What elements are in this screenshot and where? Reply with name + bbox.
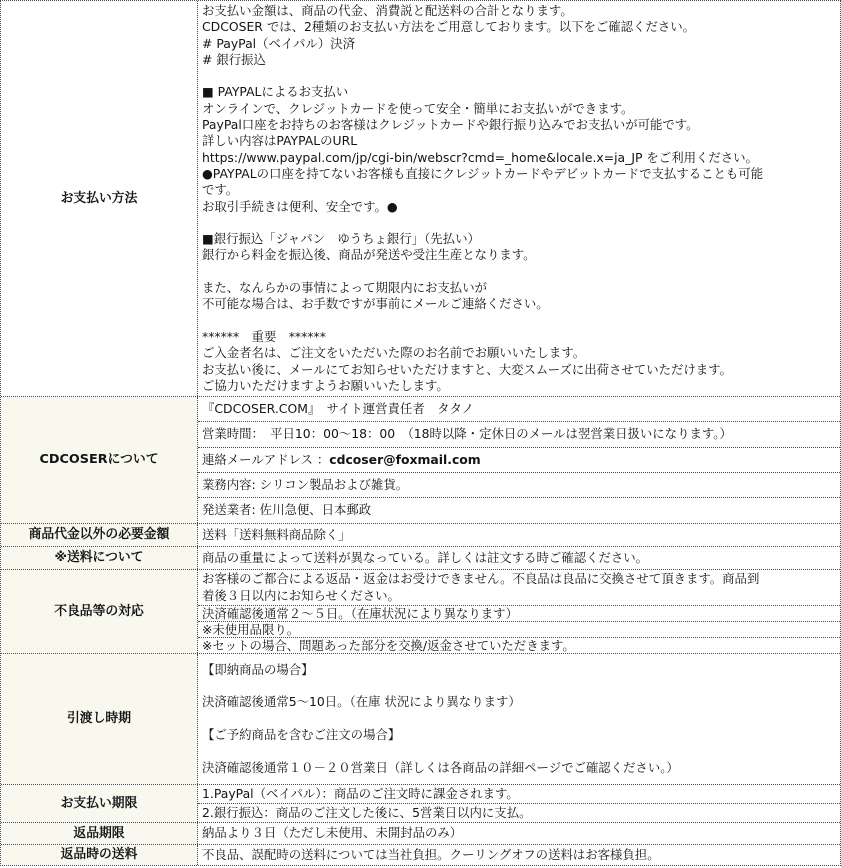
text-part: 連絡メールアドレス ： xyxy=(202,451,330,467)
section-content-defect-handling xyxy=(198,570,840,653)
section-content-payment-method xyxy=(198,1,840,396)
text-line: ●PAYPALの口座を持てないお客様も直接にクレジットカードやデビットカードで支払することも可能 xyxy=(202,165,764,181)
content-row xyxy=(198,638,840,653)
text-line: 銀行から料金を振込後、商品が発送や受注生産となります。 xyxy=(202,247,536,263)
text-line: です。 xyxy=(202,182,239,198)
text-line: 【ご予約商品を含むご注文の場合】 xyxy=(202,726,401,742)
section-header-about-cdcoser: CDCOSERについて xyxy=(1,397,198,522)
content-row xyxy=(198,422,840,447)
section-header-shipping-note: ※送料について xyxy=(1,547,198,569)
text-line: 納品より３日（ただし未使用、未開封品のみ） xyxy=(202,825,463,841)
section-content-extra-charges xyxy=(198,524,840,546)
section-content-return-shipping xyxy=(198,845,840,865)
section-header-payment-deadline: お支払い期限 xyxy=(1,785,198,823)
content-row xyxy=(198,570,840,606)
section-header-return-deadline: 返品期限 xyxy=(1,823,198,843)
content-row xyxy=(198,654,840,784)
content-row xyxy=(198,448,840,473)
content-row xyxy=(198,397,840,422)
text-line: 不可能な場合は、お手数ですが事前にメールご連絡ください。 xyxy=(202,296,549,312)
text-line: CDCOSER では、2種類のお支払い方法をご用意しております。以下をご確認ください。 xyxy=(202,19,696,35)
text-line: ご入金者名は、ご注文をいただいた際のお名前でお願いいたします。 xyxy=(202,345,586,361)
contact-email: cdcoser@foxmail.com xyxy=(329,451,481,467)
text-line: 詳しい内容はPAYPALのURL xyxy=(202,133,358,149)
content-row xyxy=(198,524,840,546)
text-line: お客様のご都合による返品・返金はお受けできません。不良品は良品に交換させて頂きます。商品到 xyxy=(202,571,760,587)
section-header-delivery-time: 引渡し時期 xyxy=(1,654,198,784)
content-row xyxy=(198,1,840,396)
section-content-delivery-time xyxy=(198,654,840,784)
text-line: 【即納商品の場合】 xyxy=(202,661,314,677)
content-row xyxy=(198,785,840,804)
text-line: お支払い後に、メールにてお知らせいただけますと、大変スムーズに出荷させていただけます。 xyxy=(202,361,732,377)
section-content-payment-deadline xyxy=(198,785,840,823)
text-line: # PayPal（ベイパル）決済 xyxy=(202,35,355,51)
content-row xyxy=(198,606,840,622)
text-line: 決済確認後通常１０－２０営業日（詳しくは各商品の詳細ページでご確認ください。） xyxy=(202,759,679,775)
text-line: お取引手続きは便利、安全です。● xyxy=(202,198,398,214)
section-defect-handling xyxy=(1,570,840,654)
section-header-payment-method: お支払い方法 xyxy=(1,1,198,396)
content-row xyxy=(198,498,840,522)
text-line: 発送業者: 佐川急便、日本郵政 xyxy=(202,502,372,518)
text-line xyxy=(202,452,836,468)
text-line: ※未使用品限り。 xyxy=(202,621,300,637)
text-line xyxy=(202,68,836,84)
text-line xyxy=(202,743,836,759)
section-header-return-shipping: 返品時の送料 xyxy=(1,845,198,865)
text-line xyxy=(202,264,836,280)
section-content-return-deadline xyxy=(198,823,840,843)
text-line: また、なんらかの事情によって期限内にお支払いが xyxy=(202,280,487,296)
section-payment-method xyxy=(1,1,840,397)
section-about-cdcoser xyxy=(1,397,840,523)
section-header-extra-charges: 商品代金以外の必要金額 xyxy=(1,524,198,546)
content-row xyxy=(198,622,840,638)
text-line: 決済確認後通常２～５日。（在庫状況により異なります） xyxy=(202,605,518,621)
text-line xyxy=(202,678,836,694)
text-line: ご協力いただけますようお願いいたします。 xyxy=(202,377,449,393)
text-line xyxy=(202,313,836,329)
text-line: 着後３日以内にお知らせください。 xyxy=(202,587,400,603)
text-line: 『CDCOSER.COM』 サイト運営責任者 タタノ xyxy=(202,401,474,417)
text-line: 送料「送料無料商品除く」 xyxy=(202,526,351,542)
content-row xyxy=(198,547,840,569)
text-line: # 銀行振込 xyxy=(202,51,266,67)
text-line: PayPal口座をお持ちのお客様はクレジットカードや銀行振り込みでお支払いが可能です。 xyxy=(202,117,699,133)
text-line: 営業時間： 平日10：00～18：00 （18時以降・定休日のメールは翌営業日扱いになります。） xyxy=(202,426,732,442)
text-line: ■ PAYPALによるお支払い xyxy=(202,84,349,100)
section-delivery-time xyxy=(1,654,840,785)
section-return-shipping xyxy=(1,845,840,865)
content-row xyxy=(198,845,840,865)
section-shipping-note xyxy=(1,547,840,570)
content-row xyxy=(198,804,840,822)
text-line: お支払い金額は、商品の代金、消費説と配送料の合計となります。 xyxy=(202,3,573,18)
text-line xyxy=(202,711,836,727)
section-payment-deadline xyxy=(1,785,840,824)
text-line: 不良品、誤配時の送料については当社負担。クーリングオフの送料はお客様負担。 xyxy=(202,846,660,862)
text-line: 2.銀行振込：商品のご注文した後に、5営業日以内に支払。 xyxy=(202,805,532,821)
text-line: 1.PayPal（ベイパル）：商品のご注文時に課金されます。 xyxy=(202,785,519,801)
content-row xyxy=(198,473,840,498)
text-line: オンラインで、クレジットカードを使って安全・簡単にお支払いができます。 xyxy=(202,100,634,116)
text-line: 業務内容: シリコン製品および雑貨。 xyxy=(202,477,409,493)
text-line: ****** 重要 ****** xyxy=(202,328,326,344)
text-line xyxy=(202,215,836,231)
section-content-shipping-note xyxy=(198,547,840,569)
section-return-deadline xyxy=(1,823,840,844)
section-extra-charges xyxy=(1,524,840,547)
text-line: https://www.paypal.com/jp/cgi-bin/webscr?cmd=_home&locale.x=ja_JP をご利用ください。 xyxy=(202,149,758,165)
content-row xyxy=(198,823,840,843)
section-content-about-cdcoser xyxy=(198,397,840,522)
text-line: ■銀行振込「ジャパン ゆうちょ銀行」（先払い） xyxy=(202,231,480,247)
text-line: 商品の重量によって送料が異なっている。詳しくは註文する時ご確認ください。 xyxy=(202,549,649,565)
section-header-defect-handling: 不良品等の対応 xyxy=(1,570,198,653)
text-line: ※セットの場合、問題あった部分を交換/返金させていただきます。 xyxy=(202,637,575,653)
text-line: 決済確認後通常5～10日。（在庫 状況により異なります） xyxy=(202,694,521,710)
